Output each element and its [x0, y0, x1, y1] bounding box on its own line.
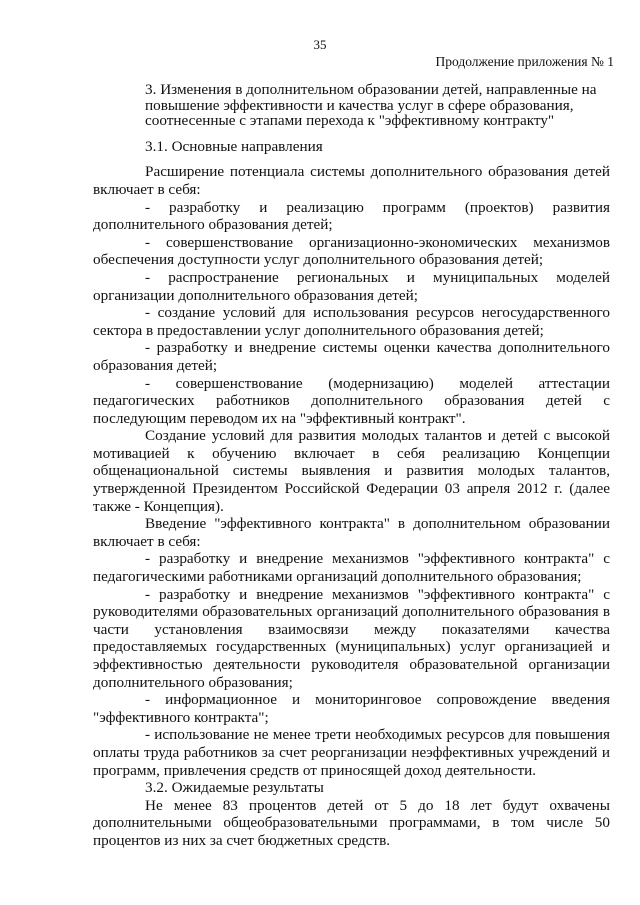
section-heading: 3. Изменения в дополнительном образовании детей, направленные на повышение эффективности и качества услуг в сфере образования, соотнесенные с этапами перехода к "эффективному контракту" [145, 81, 597, 130]
bullet-item: - разработку и реализацию программ (проектов) развития дополнительного образования детей; [93, 198, 610, 234]
bullet-item: - создание условий для использования ресурсов негосударственного сектора в предоставлении услуг дополнительного образования детей; [93, 304, 610, 339]
bullet-item: - разработку и внедрение системы оценки качества дополнительного образования детей; [93, 339, 610, 374]
bullet-item: - совершенствование организационно-экономических механизмов обеспечения доступности услуг дополнительного образования детей; [93, 233, 610, 269]
paragraph: Создание условий для развития молодых талантов и детей с высокой мотивацией к обучению включает в себя реализацию Концепции общенациональной системы выявления и развития молодых талантов, утвержденной Президентом Российской Федерации 03 апреля 2012 г. (далее также - Концепция). [93, 427, 610, 515]
bullet-item: - разработку и внедрение механизмов "эффективного контракта" с педагогическими работниками организаций дополнительного образования; [93, 550, 610, 586]
document-body [93, 82, 610, 850]
subsection-heading-main-directions: 3.1. Основные направления [145, 137, 323, 155]
page-number: 35 [313, 37, 327, 52]
paragraph: Не менее 83 процентов детей от 5 до 18 лет будут охвачены дополнительными общеобразовательными программами, в том числе 50 процентов из них за счет бюджетных средств. [93, 796, 610, 849]
paragraph: Введение "эффективного контракта" в дополнительном образовании включает в себя: [93, 515, 610, 550]
bullet-item: - использование не менее трети необходимых ресурсов для повышения оплаты труда работников за счет реорганизации неэффективных учреждений и программ, привлечения средств от приносящей доход деятельности. [93, 726, 610, 779]
paragraph: Расширение потенциала системы дополнительного образования детей включает в себя: [93, 163, 610, 198]
subsection-heading-expected-results: 3.2. Ожидаемые результаты [145, 779, 324, 797]
bullet-item: - совершенствование (модернизацию) моделей аттестации педагогических работников дополнительного образования детей с последующим переводом их на "эффективный контракт". [93, 374, 610, 427]
bullet-item: - информационное и мониторинговое сопровождение введения "эффективного контракта"; [93, 691, 610, 726]
bullet-item: - распространение региональных и муниципальных моделей организации дополнительного образования детей; [93, 268, 610, 304]
appendix-continuation-note: Продолжение приложения № 1 [435, 54, 614, 69]
bullet-item: - разработку и внедрение механизмов "эффективного контракта" с руководителями образовательных организаций дополнительного образования в части установления взаимосвязи между показателями качества предоставляемых государственных (муниципальных) услуг организацией и эффективностью деятельности руководителя образовательной организации дополнительного образования; [93, 585, 610, 691]
